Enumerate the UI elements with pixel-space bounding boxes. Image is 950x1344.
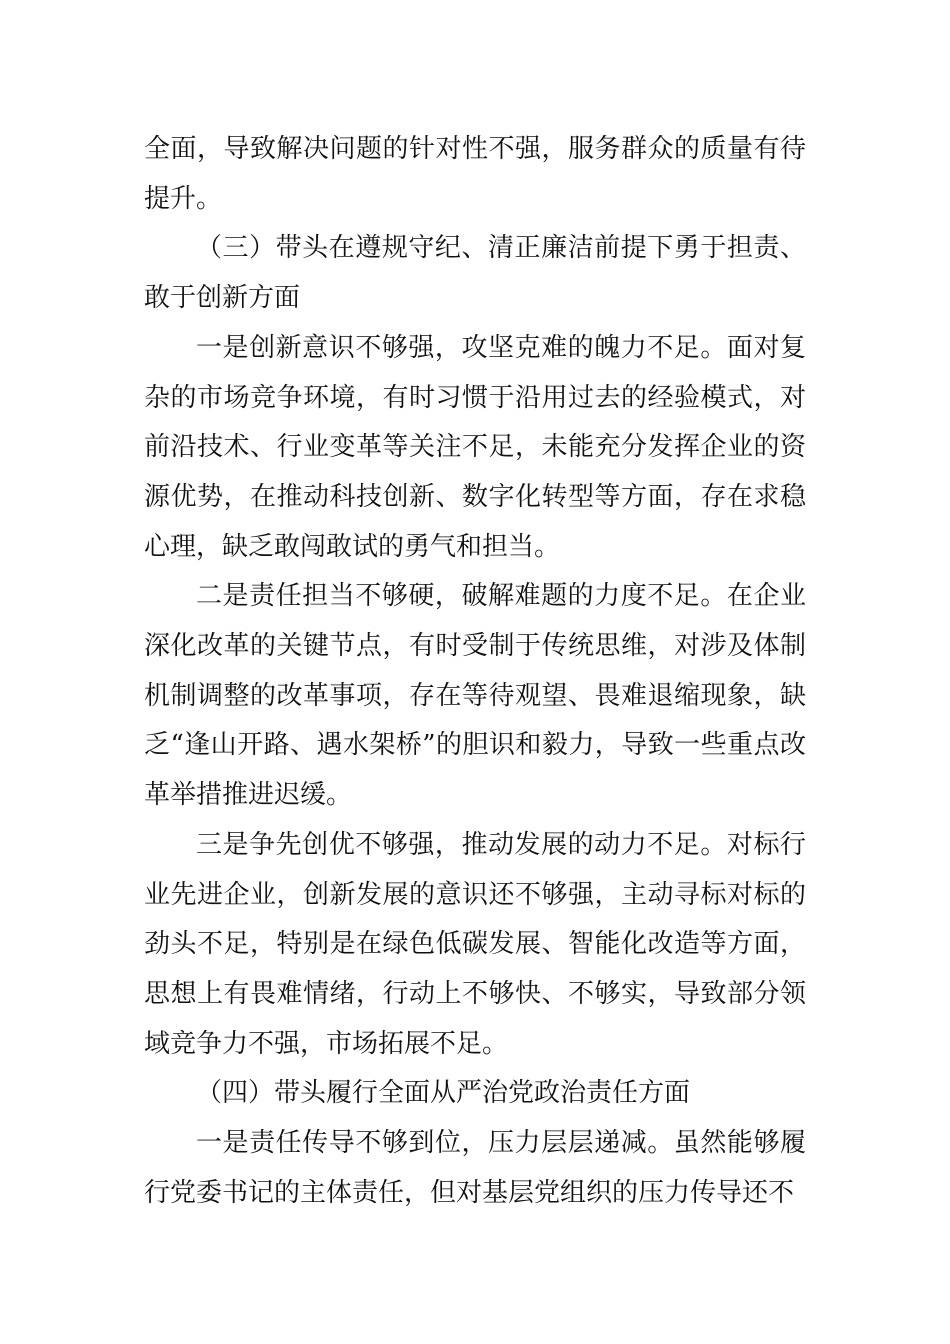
paragraph-item-one: 一是创新意识不够强，攻坚克难的魄力不足。面对复杂的市场竞争环境，有时习惯于沿用过去的经验模式，对前沿技术、行业变革等关注不足，未能充分发挥企业的资源优势，在推动科技创新、数字化转型等方面，存在求稳心理，缺乏敢闯敢试的勇气和担当。 [144, 332, 806, 562]
paragraph-continued: 全面，导致解决问题的针对性不强，服务群众的质量有待提升。 [144, 134, 806, 214]
paragraph-item-two: 二是责任担当不够硬，破解难题的力度不足。在企业深化改革的关键节点，有时受制于传统思维，对涉及体制机制调整的改革事项，存在等待观望、畏难退缩现象，缺乏“逢山开路、遇水架桥”的胆识和毅力，导致一些重点改革举措推进迟缓。 [144, 581, 806, 811]
paragraph-item-three: 三是争先创优不够强，推动发展的动力不足。对标行业先进企业，创新发展的意识还不够强，主动寻标对标的劲头不足，特别是在绿色低碳发展、智能化改造等方面，思想上有畏难情绪，行动上不够快、不够实，导致部分领域竞争力不强，市场拓展不足。 [144, 829, 806, 1059]
section-heading-three: （三）带头在遵规守纪、清正廉洁前提下勇于担责、敢于创新方面 [144, 233, 806, 314]
document-body [144, 125, 806, 1218]
paragraph-item-one-section-four: 一是责任传导不够到位，压力层层递减。虽然能够履行党委书记的主体责任，但对基层党组织的压力传导还不 [144, 1128, 806, 1208]
section-heading-four: （四）带头履行全面从严治党政治责任方面 [196, 1078, 691, 1109]
